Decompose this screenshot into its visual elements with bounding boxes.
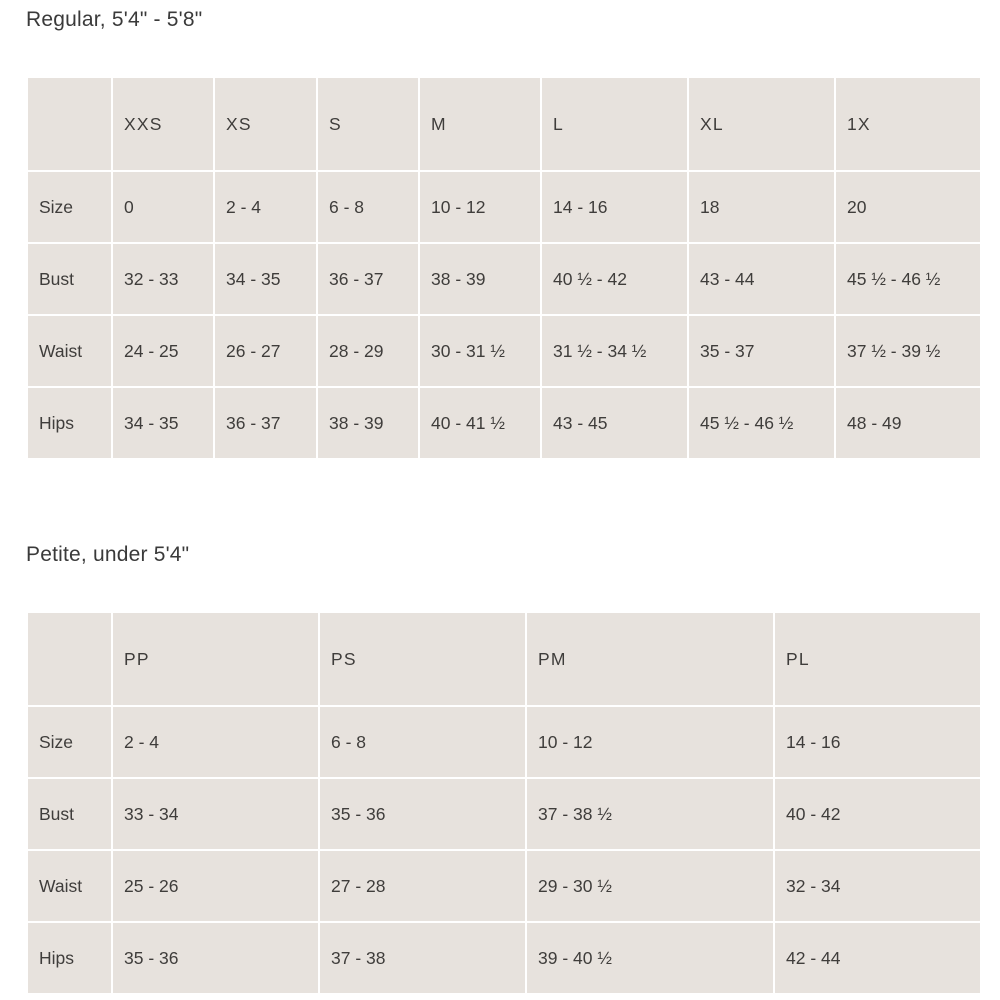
- table-cell: 30 - 31 ½: [419, 315, 541, 387]
- column-header: PP: [112, 612, 319, 706]
- table-cell: 10 - 12: [526, 706, 774, 778]
- table-cell: 39 - 40 ½: [526, 922, 774, 994]
- table-cell: 14 - 16: [541, 171, 688, 243]
- column-header: PM: [526, 612, 774, 706]
- corner-cell: [27, 77, 112, 171]
- table-cell: 0: [112, 171, 214, 243]
- column-header: PS: [319, 612, 526, 706]
- table-cell: 45 ½ - 46 ½: [835, 243, 981, 315]
- corner-cell: [27, 612, 112, 706]
- regular-size-table: [26, 76, 982, 460]
- table-cell: 34 - 35: [214, 243, 317, 315]
- table-cell: 25 - 26: [112, 850, 319, 922]
- table-header-row: [27, 612, 981, 706]
- table-cell: 35 - 37: [688, 315, 835, 387]
- table-row: [27, 850, 981, 922]
- table-cell: 36 - 37: [214, 387, 317, 459]
- table-cell: 6 - 8: [319, 706, 526, 778]
- row-label: Hips: [27, 922, 112, 994]
- table-cell: 27 - 28: [319, 850, 526, 922]
- table-cell: 48 - 49: [835, 387, 981, 459]
- table-cell: 14 - 16: [774, 706, 981, 778]
- table-cell: 43 - 44: [688, 243, 835, 315]
- table-cell: 37 ½ - 39 ½: [835, 315, 981, 387]
- table-row: [27, 171, 981, 243]
- column-header: L: [541, 77, 688, 171]
- table-cell: 34 - 35: [112, 387, 214, 459]
- row-label: Size: [27, 706, 112, 778]
- table-cell: 37 - 38 ½: [526, 778, 774, 850]
- table-cell: 45 ½ - 46 ½: [688, 387, 835, 459]
- column-header: S: [317, 77, 419, 171]
- table-cell: 36 - 37: [317, 243, 419, 315]
- column-header: XL: [688, 77, 835, 171]
- row-label: Waist: [27, 315, 112, 387]
- petite-size-table: [26, 611, 982, 995]
- table-cell: 10 - 12: [419, 171, 541, 243]
- regular-size-heading: Regular, 5'4" - 5'8": [26, 8, 203, 31]
- table-cell: 35 - 36: [319, 778, 526, 850]
- table-cell: 20: [835, 171, 981, 243]
- table-cell: 32 - 34: [774, 850, 981, 922]
- table-cell: 35 - 36: [112, 922, 319, 994]
- table-cell: 32 - 33: [112, 243, 214, 315]
- table-cell: 38 - 39: [317, 387, 419, 459]
- table-cell: 18: [688, 171, 835, 243]
- table-cell: 24 - 25: [112, 315, 214, 387]
- table-cell: 2 - 4: [214, 171, 317, 243]
- table-cell: 40 - 42: [774, 778, 981, 850]
- row-label: Waist: [27, 850, 112, 922]
- table-row: [27, 315, 981, 387]
- column-header: 1X: [835, 77, 981, 171]
- table-row: [27, 778, 981, 850]
- table-cell: 40 ½ - 42: [541, 243, 688, 315]
- table-cell: 6 - 8: [317, 171, 419, 243]
- table-cell: 40 - 41 ½: [419, 387, 541, 459]
- table-row: [27, 243, 981, 315]
- table-cell: 31 ½ - 34 ½: [541, 315, 688, 387]
- column-header: M: [419, 77, 541, 171]
- row-label: Bust: [27, 243, 112, 315]
- column-header: XXS: [112, 77, 214, 171]
- row-label: Size: [27, 171, 112, 243]
- table-header-row: [27, 77, 981, 171]
- table-cell: 28 - 29: [317, 315, 419, 387]
- table-row: [27, 706, 981, 778]
- table-cell: 2 - 4: [112, 706, 319, 778]
- column-header: XS: [214, 77, 317, 171]
- row-label: Hips: [27, 387, 112, 459]
- table-cell: 29 - 30 ½: [526, 850, 774, 922]
- petite-size-heading: Petite, under 5'4": [26, 543, 190, 566]
- table-cell: 43 - 45: [541, 387, 688, 459]
- table-cell: 38 - 39: [419, 243, 541, 315]
- table-cell: 42 - 44: [774, 922, 981, 994]
- table-row: [27, 387, 981, 459]
- table-cell: 26 - 27: [214, 315, 317, 387]
- row-label: Bust: [27, 778, 112, 850]
- table-cell: 33 - 34: [112, 778, 319, 850]
- table-cell: 37 - 38: [319, 922, 526, 994]
- table-row: [27, 922, 981, 994]
- column-header: PL: [774, 612, 981, 706]
